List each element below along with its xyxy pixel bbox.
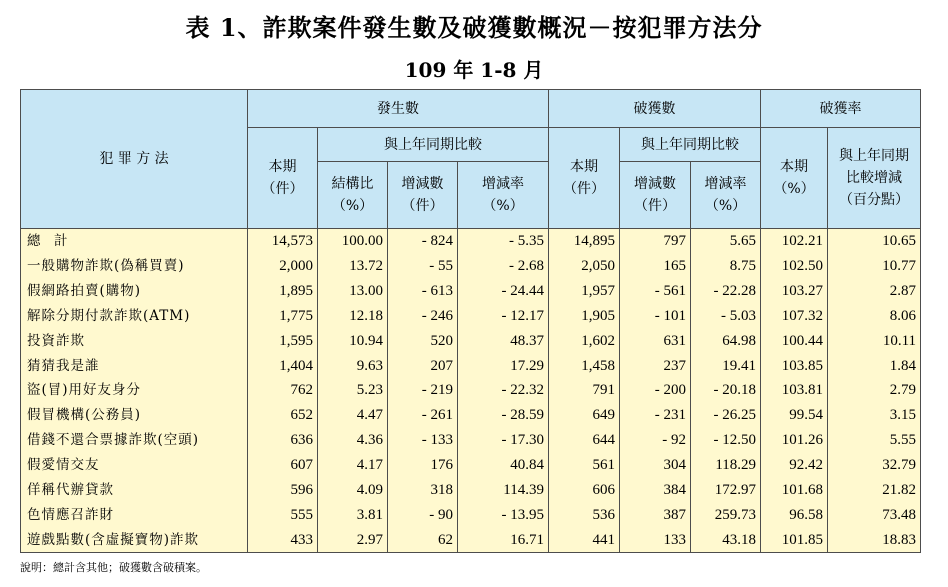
cell-sol: 1,458 [549, 353, 620, 378]
row-method: 一般購物詐欺(偽稱買賣) [21, 254, 248, 279]
cell-sol-chg: 133 [620, 527, 691, 552]
cell-occ-rate: - 5.35 [458, 229, 549, 254]
cell-rate: 100.44 [761, 328, 828, 353]
cell-sol: 1,957 [549, 279, 620, 304]
cell-sol: 441 [549, 527, 620, 552]
cell-occ-rate: 48.37 [458, 328, 549, 353]
table-row [21, 304, 921, 329]
cell-occ: 14,573 [248, 229, 318, 254]
cell-rate-chg: 18.83 [828, 527, 921, 552]
cell-rate: 103.85 [761, 353, 828, 378]
cell-rate: 101.85 [761, 527, 828, 552]
cell-occ-rate: 40.84 [458, 453, 549, 478]
header-structure: 結構比 （%） [318, 162, 388, 229]
row-method: 猜猜我是誰 [21, 353, 248, 378]
cell-sol-rate: 19.41 [691, 353, 761, 378]
cell-sol-rate: - 26.25 [691, 403, 761, 428]
cell-sol-chg: - 231 [620, 403, 691, 428]
cell-rate: 102.50 [761, 254, 828, 279]
table-row [21, 229, 921, 254]
cell-struct: 4.36 [318, 428, 388, 453]
cell-occ-chg: - 613 [388, 279, 458, 304]
cell-sol-rate: - 5.03 [691, 304, 761, 329]
cell-occ-chg: - 246 [388, 304, 458, 329]
cell-rate: 107.32 [761, 304, 828, 329]
cell-rate-chg: 8.06 [828, 304, 921, 329]
cell-struct: 5.23 [318, 378, 388, 403]
cell-sol-chg: 797 [620, 229, 691, 254]
table-row [21, 502, 921, 527]
cell-rate-chg: 73.48 [828, 502, 921, 527]
row-method: 佯稱代辦貸款 [21, 477, 248, 502]
cell-occ-chg: - 133 [388, 428, 458, 453]
header-occ-change: 增減數 （件） [388, 162, 458, 229]
cell-rate: 103.81 [761, 378, 828, 403]
cell-rate: 96.58 [761, 502, 828, 527]
cell-sol-chg: - 200 [620, 378, 691, 403]
cell-occ-rate: - 22.32 [458, 378, 549, 403]
row-method: 借錢不還合票據詐欺(空頭) [21, 428, 248, 453]
cell-struct: 2.97 [318, 527, 388, 552]
cell-occ-rate: 114.39 [458, 477, 549, 502]
cell-struct: 4.17 [318, 453, 388, 478]
cell-occ-rate: - 17.30 [458, 428, 549, 453]
footnote: 說明：總計含其他；破獲數含破積案。 [20, 561, 207, 574]
cell-rate-chg: 2.87 [828, 279, 921, 304]
cell-rate-chg: 2.79 [828, 378, 921, 403]
header-solve-rate: 破獲率 [761, 90, 921, 128]
cell-occ-rate: 16.71 [458, 527, 549, 552]
cell-occ-rate: 17.29 [458, 353, 549, 378]
page-title: 表 1、詐欺案件發生數及破獲數概況－按犯罪方法分 [185, 13, 763, 42]
cell-occ: 636 [248, 428, 318, 453]
cell-occ: 1,595 [248, 328, 318, 353]
cell-sol: 649 [549, 403, 620, 428]
cell-sol-rate: - 22.28 [691, 279, 761, 304]
cell-sol-rate: 172.97 [691, 477, 761, 502]
cell-sol-rate: - 12.50 [691, 428, 761, 453]
cell-sol: 644 [549, 428, 620, 453]
cell-struct: 9.63 [318, 353, 388, 378]
cell-struct: 12.18 [318, 304, 388, 329]
header-occ-current: 本期 （件） [248, 128, 318, 229]
cell-rate: 101.26 [761, 428, 828, 453]
cell-sol-chg: 387 [620, 502, 691, 527]
row-method: 假愛情交友 [21, 453, 248, 478]
cell-sol: 561 [549, 453, 620, 478]
row-method: 盜(冒)用好友身分 [21, 378, 248, 403]
cell-rate-chg: 10.65 [828, 229, 921, 254]
cell-struct: 100.00 [318, 229, 388, 254]
header-sol-change: 增減數 （件） [620, 162, 691, 229]
cell-occ: 762 [248, 378, 318, 403]
table-row [21, 328, 921, 353]
cell-sol-rate: - 20.18 [691, 378, 761, 403]
cell-struct: 10.94 [318, 328, 388, 353]
header-occurrences: 發生數 [248, 90, 549, 128]
cell-rate: 103.27 [761, 279, 828, 304]
header-occ-yoy: 與上年同期比較 [318, 128, 549, 162]
cell-rate-chg: 5.55 [828, 428, 921, 453]
cell-occ-rate: - 12.17 [458, 304, 549, 329]
cell-occ-chg: 520 [388, 328, 458, 353]
cell-sol-chg: 304 [620, 453, 691, 478]
cell-occ-chg: 318 [388, 477, 458, 502]
cell-occ: 1,404 [248, 353, 318, 378]
cell-occ-chg: 176 [388, 453, 458, 478]
cell-sol: 791 [549, 378, 620, 403]
row-method: 投資詐欺 [21, 328, 248, 353]
row-method: 遊戲點數(含虛擬寶物)詐欺 [21, 527, 248, 552]
cell-sol-chg: - 92 [620, 428, 691, 453]
cell-sol-chg: - 101 [620, 304, 691, 329]
cell-sol: 2,050 [549, 254, 620, 279]
cell-occ-chg: 62 [388, 527, 458, 552]
cell-struct: 4.47 [318, 403, 388, 428]
cell-sol: 1,602 [549, 328, 620, 353]
cell-rate-chg: 1.84 [828, 353, 921, 378]
statistics-table [20, 89, 921, 553]
cell-occ-chg: 207 [388, 353, 458, 378]
header-rate-current: 本期 （%） [761, 128, 828, 229]
cell-rate: 99.54 [761, 403, 828, 428]
cell-occ-rate: - 2.68 [458, 254, 549, 279]
table-row [21, 453, 921, 478]
header-rate-change: 與上年同期 比較增減 （百分點） [828, 128, 921, 229]
cell-rate-chg: 10.77 [828, 254, 921, 279]
cell-rate: 102.21 [761, 229, 828, 254]
header-sol-yoy: 與上年同期比較 [620, 128, 761, 162]
cell-sol-rate: 118.29 [691, 453, 761, 478]
table-row [21, 428, 921, 453]
header-solved: 破獲數 [549, 90, 761, 128]
cell-occ-chg: - 55 [388, 254, 458, 279]
cell-occ-chg: - 90 [388, 502, 458, 527]
cell-occ: 555 [248, 502, 318, 527]
row-method: 假冒機構(公務員) [21, 403, 248, 428]
table-row [21, 477, 921, 502]
cell-occ: 2,000 [248, 254, 318, 279]
cell-sol-chg: 631 [620, 328, 691, 353]
cell-sol-rate: 64.98 [691, 328, 761, 353]
cell-rate-chg: 10.11 [828, 328, 921, 353]
table-row [21, 353, 921, 378]
cell-occ-rate: - 13.95 [458, 502, 549, 527]
row-method: 解除分期付款詐欺(ATM) [21, 304, 248, 329]
table-row [21, 279, 921, 304]
cell-rate-chg: 21.82 [828, 477, 921, 502]
header-occ-change-rate: 增減率 （%） [458, 162, 549, 229]
cell-occ-chg: - 261 [388, 403, 458, 428]
cell-occ-chg: - 219 [388, 378, 458, 403]
cell-sol: 1,905 [549, 304, 620, 329]
cell-sol: 606 [549, 477, 620, 502]
cell-sol-rate: 8.75 [691, 254, 761, 279]
row-method: 總 計 [21, 229, 248, 254]
row-method: 假網路拍賣(購物) [21, 279, 248, 304]
cell-occ-chg: - 824 [388, 229, 458, 254]
cell-struct: 4.09 [318, 477, 388, 502]
cell-rate: 92.42 [761, 453, 828, 478]
cell-struct: 3.81 [318, 502, 388, 527]
cell-occ: 652 [248, 403, 318, 428]
cell-sol-chg: 165 [620, 254, 691, 279]
cell-struct: 13.72 [318, 254, 388, 279]
cell-rate-chg: 32.79 [828, 453, 921, 478]
cell-sol-chg: - 561 [620, 279, 691, 304]
table-row [21, 378, 921, 403]
cell-struct: 13.00 [318, 279, 388, 304]
cell-sol-rate: 259.73 [691, 502, 761, 527]
cell-occ: 433 [248, 527, 318, 552]
header-method: 犯 罪 方 法 [21, 90, 248, 229]
cell-occ: 596 [248, 477, 318, 502]
table-row [21, 254, 921, 279]
row-method: 色情應召詐財 [21, 502, 248, 527]
cell-sol-chg: 384 [620, 477, 691, 502]
cell-occ: 1,895 [248, 279, 318, 304]
table-row [21, 403, 921, 428]
header-sol-change-rate: 增減率 （%） [691, 162, 761, 229]
cell-occ-rate: - 24.44 [458, 279, 549, 304]
cell-rate: 101.68 [761, 477, 828, 502]
header-sol-current: 本期 （件） [549, 128, 620, 229]
cell-sol-rate: 5.65 [691, 229, 761, 254]
table-row [21, 527, 921, 552]
cell-occ-rate: - 28.59 [458, 403, 549, 428]
cell-sol: 14,895 [549, 229, 620, 254]
table-body [21, 229, 921, 553]
cell-sol: 536 [549, 502, 620, 527]
page-subtitle: 109 年 1-8 月 [404, 58, 544, 82]
cell-occ: 1,775 [248, 304, 318, 329]
cell-occ: 607 [248, 453, 318, 478]
cell-sol-chg: 237 [620, 353, 691, 378]
cell-rate-chg: 3.15 [828, 403, 921, 428]
cell-sol-rate: 43.18 [691, 527, 761, 552]
